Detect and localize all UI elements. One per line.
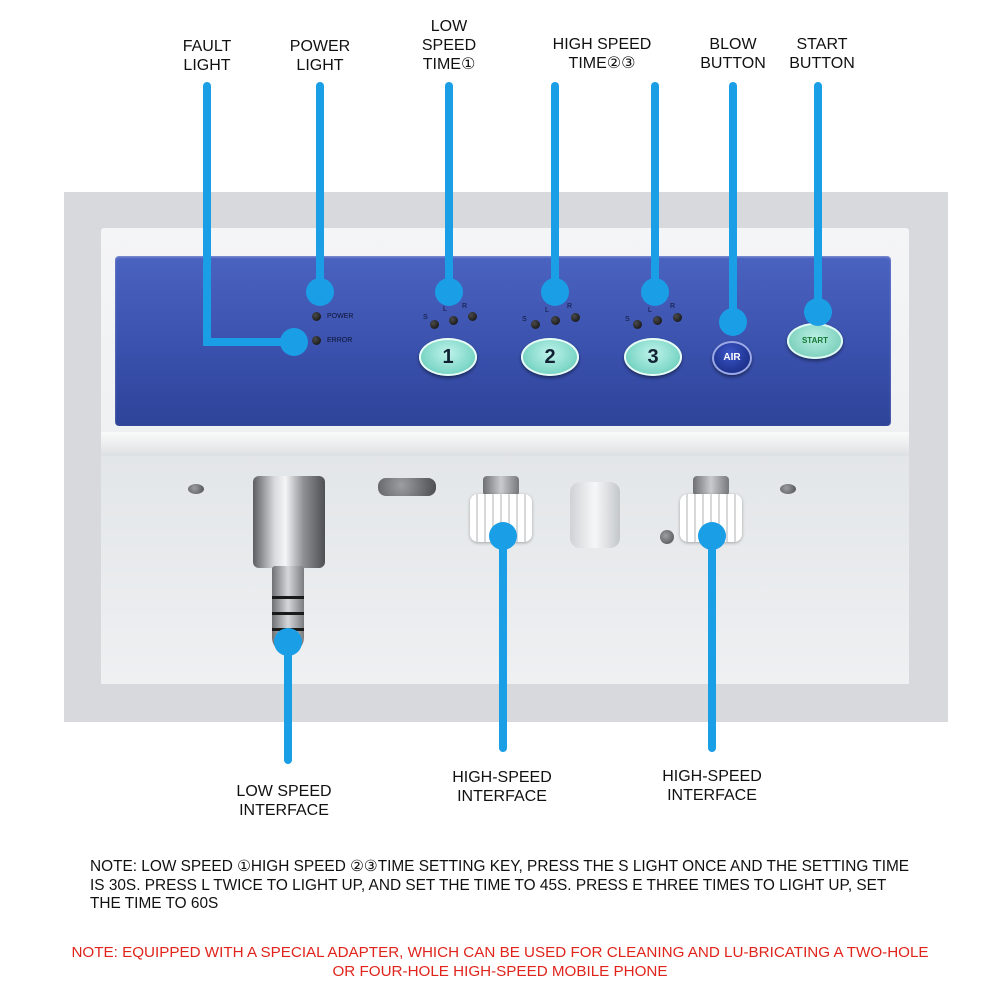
timing-note: NOTE: LOW SPEED ①HIGH SPEED ②③TIME SETTING KEY, PRESS THE S LIGHT ONCE AND THE SETTING TIME IS 30S. PRESS L TWICE TO LIGHT UP, AND SET THE TIME TO 45S. PRESS E THREE TIMES TO LIGHT UP, SET THE TIME TO 60S — [90, 858, 910, 912]
callout-start-button-line2: BUTTON — [789, 55, 855, 72]
key2-indicator-l-led — [551, 316, 560, 325]
error-led — [312, 336, 321, 345]
power-led — [312, 312, 321, 321]
high-speed-coupler-2-metal — [693, 476, 729, 496]
mounting-screw-left — [188, 484, 204, 494]
callout-low-speed-interface-line2: INTERFACE — [239, 802, 329, 819]
callout-high-speed-interface-2-line2: INTERFACE — [667, 787, 757, 804]
key3-indicator-r-led — [673, 313, 682, 322]
marker-high-speed-interface-2 — [698, 522, 726, 550]
marker-fault-light — [280, 328, 308, 356]
side-connector — [378, 478, 436, 496]
pin-ring-2 — [272, 612, 304, 615]
mounting-screw-right — [780, 484, 796, 494]
callout-blow-button-line1: BLOW — [709, 36, 757, 53]
key3-indicator-l-label: L — [648, 307, 652, 314]
small-knob — [660, 530, 674, 544]
center-plug — [570, 482, 620, 548]
error-led-label: ERROR — [327, 337, 353, 344]
callout-high-speed-interface-2-line1: HIGH-SPEED — [662, 768, 762, 785]
callout-low-speed-time — [422, 17, 476, 74]
callout-fault-light-line1: FAULT — [182, 38, 232, 55]
key1-indicator-r-led — [468, 312, 477, 321]
callout-start-button — [789, 35, 854, 73]
low-speed-connector-sleeve — [253, 476, 325, 568]
callout-start-button-line1: START — [796, 36, 848, 53]
callout-high-speed-time-line2: TIME②③ — [568, 55, 636, 72]
key3-indicator-l-led — [653, 316, 662, 325]
panel-ledge — [101, 432, 909, 456]
adapter-note: NOTE: EQUIPPED WITH A SPECIAL ADAPTER, WHICH CAN BE USED FOR CLEANING AND LU-BRICATING A TWO-HOLE OR FOUR-HOLE HIGH-SPEED MOBILE PHONE — [71, 944, 929, 980]
marker-high-speed-time-2 — [541, 278, 569, 306]
callout-power-light-line1: POWER — [289, 38, 351, 55]
callout-low-speed-time-line3: TIME① — [422, 56, 476, 73]
marker-start-button — [804, 298, 832, 326]
callout-fault-light — [183, 37, 232, 75]
power-led-label: POWER — [327, 313, 354, 320]
key3-indicator-s-led — [633, 320, 642, 329]
callout-high-speed-interface-1-line2: INTERFACE — [457, 788, 547, 805]
key1-indicator-r-label: R — [462, 303, 468, 310]
marker-power-light — [306, 278, 334, 306]
high-speed-time-key-2[interactable]: 2 — [521, 338, 579, 376]
pin-ring-1 — [272, 596, 304, 599]
callout-low-speed-time-line1: LOW — [430, 18, 468, 35]
callout-power-light-line2: LIGHT — [296, 57, 344, 74]
key2-indicator-s-led — [531, 320, 540, 329]
callout-low-speed-interface-line1: LOW SPEED — [236, 783, 332, 800]
callout-blow-button-line2: BUTTON — [700, 55, 766, 72]
low-speed-time-key-1[interactable]: 1 — [419, 338, 477, 376]
high-speed-time-key-3[interactable]: 3 — [624, 338, 682, 376]
callout-fault-light-line2: LIGHT — [183, 57, 231, 74]
marker-high-speed-time-3 — [641, 278, 669, 306]
marker-high-speed-interface-1 — [489, 522, 517, 550]
key3-indicator-r-label: R — [670, 303, 676, 310]
callout-high-speed-interface-2 — [662, 767, 762, 805]
marker-low-speed-time — [435, 278, 463, 306]
callout-low-speed-time-line2: SPEED — [421, 37, 477, 54]
high-speed-coupler-1-metal — [483, 476, 519, 496]
callout-high-speed-interface-1-line1: HIGH-SPEED — [452, 769, 552, 786]
callout-high-speed-time-line1: HIGH SPEED — [552, 36, 652, 53]
control-panel — [115, 256, 891, 426]
marker-low-speed-interface — [274, 628, 302, 656]
key2-indicator-s-label: S — [522, 316, 527, 323]
start-button[interactable]: START — [787, 323, 843, 359]
key1-indicator-s-led — [430, 320, 439, 329]
key2-indicator-l-label: L — [545, 307, 549, 314]
callout-low-speed-interface — [236, 782, 331, 820]
callout-blow-button — [700, 35, 765, 73]
key3-indicator-s-label: S — [625, 316, 630, 323]
key2-indicator-r-led — [571, 313, 580, 322]
callout-high-speed-interface-1 — [452, 768, 552, 806]
key1-indicator-s-label: S — [423, 314, 428, 321]
callout-power-light — [290, 37, 350, 75]
air-blow-button[interactable]: AIR — [712, 341, 752, 375]
marker-blow-button — [719, 308, 747, 336]
key2-indicator-r-label: R — [567, 303, 573, 310]
callout-high-speed-time — [553, 35, 652, 73]
key1-indicator-l-label: L — [443, 306, 447, 313]
key1-indicator-l-led — [449, 316, 458, 325]
